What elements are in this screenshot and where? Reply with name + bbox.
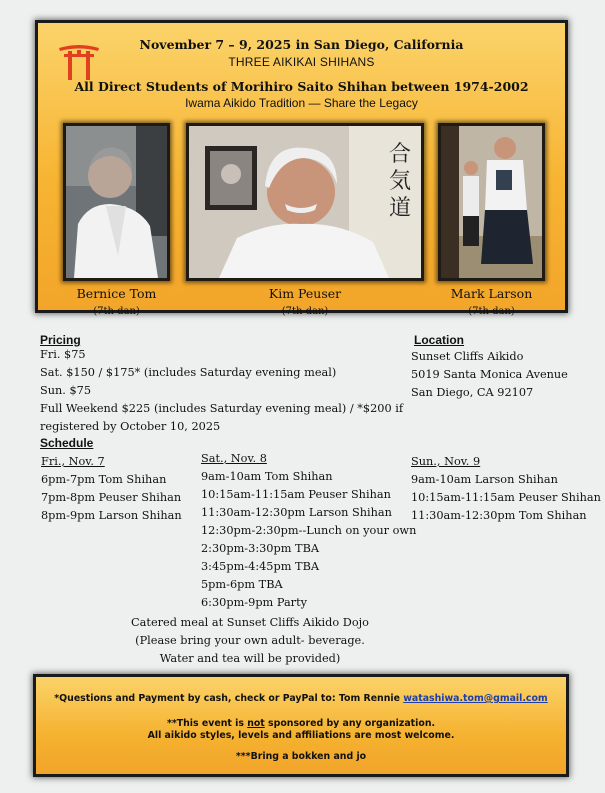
schedule-friday — [41, 453, 182, 525]
pricing-list — [40, 346, 403, 436]
instructor-photo-bernice-tom — [63, 123, 170, 281]
svg-text:気: 気 — [389, 169, 412, 194]
instructor-rank: (7th dan) — [468, 306, 515, 317]
schedule-item: 9am-10am Tom Shihan — [201, 470, 333, 483]
sponsor-text: **This event is — [166, 718, 248, 729]
day-heading-saturday: Sat., Nov. 8 — [201, 452, 267, 465]
schedule-item: 5pm-6pm TBA — [201, 578, 283, 591]
bring-equipment-line: ***Bring a bokken and jo — [235, 751, 367, 762]
tradition-tagline: Iwama Aikido Tradition — Share the Legacy — [185, 96, 418, 110]
party-notes — [100, 614, 400, 668]
schedule-item: 6:30pm-9pm Party — [201, 596, 308, 609]
schedule-item: 2:30pm-3:30pm TBA — [201, 542, 320, 555]
address-line: San Diego, CA 92107 — [411, 386, 534, 399]
price-line: Sat. $150 / $175* (includes Saturday evening meal) — [40, 366, 337, 379]
location-address — [411, 348, 568, 402]
price-line: registered by October 10, 2025 — [40, 420, 221, 433]
price-line: Sun. $75 — [40, 384, 92, 397]
price-line: Fri. $75 — [40, 348, 86, 361]
party-note-line: (Please bring your own adult- beverage. — [135, 634, 365, 647]
schedule-item: 9am-10am Larson Shihan — [411, 473, 558, 486]
instructor-rank: (7th dan) — [93, 306, 140, 317]
schedule-item: 12:30pm-2:30pm--Lunch on your own — [201, 524, 417, 537]
students-title: All Direct Students of Morihiro Saito Shihan between 1974-2002 — [74, 79, 529, 94]
location-heading: Location — [414, 333, 464, 347]
instructor-name: Bernice Tom — [76, 286, 157, 301]
day-heading-friday: Fri., Nov. 7 — [41, 455, 105, 468]
schedule-heading: Schedule — [40, 436, 94, 450]
price-line: Full Weekend $225 (includes Saturday evening meal) / *$200 if — [40, 402, 404, 415]
event-footer-banner — [36, 677, 566, 774]
schedule-item: 10:15am-11:15am Peuser Shihan — [411, 491, 601, 504]
payment-info-text: *Questions and Payment by cash, check or PayPal to: Tom Rennie — [54, 693, 404, 704]
payment-info-line — [36, 693, 566, 704]
schedule-item: 6pm-7pm Tom Shihan — [41, 473, 167, 486]
instructor-photo-mark-larson — [438, 123, 545, 281]
event-header-banner — [38, 23, 565, 317]
schedule-item: 10:15am-11:15am Peuser Shihan — [201, 488, 391, 501]
welcome-line: All aikido styles, levels and affiliations are most welcome. — [147, 730, 455, 741]
instructor-photo-kim-peuser — [186, 123, 424, 281]
schedule-item: 8pm-9pm Larson Shihan — [41, 509, 182, 522]
address-line: Sunset Cliffs Aikido — [411, 350, 524, 363]
sponsor-not-emphasis: not — [247, 718, 265, 729]
sponsor-line — [36, 718, 566, 729]
day-heading-sunday: Sun., Nov. 9 — [411, 455, 481, 468]
instructor-name: Mark Larson — [450, 286, 533, 301]
schedule-item: 7pm-8pm Peuser Shihan — [41, 491, 182, 504]
address-line: 5019 Santa Monica Avenue — [411, 368, 568, 381]
schedule-item: 11:30am-12:30pm Tom Shihan — [411, 509, 587, 522]
schedule-item: 3:45pm-4:45pm TBA — [201, 560, 320, 573]
party-note-line: Catered meal at Sunset Cliffs Aikido Dojo — [131, 616, 369, 629]
svg-text:合: 合 — [389, 142, 412, 167]
sponsor-text: sponsored by any organization. — [264, 718, 436, 729]
party-note-line: Water and tea will be provided) — [159, 652, 341, 665]
event-date-line: November 7 – 9, 2025 in San Diego, California — [139, 37, 464, 52]
schedule-item: 11:30am-12:30pm Larson Shihan — [201, 506, 392, 519]
schedule-sunday — [411, 453, 601, 525]
instructor-rank: (7th dan) — [281, 306, 329, 317]
svg-text:道: 道 — [389, 196, 412, 221]
instructor-name: Kim Peuser — [268, 286, 342, 301]
schedule-saturday — [201, 450, 416, 612]
email-link[interactable]: watashiwa.tom@gmail.com — [403, 693, 548, 704]
pricing-heading: Pricing — [40, 333, 81, 347]
shihans-subtitle: THREE AIKIKAI SHIHANS — [228, 55, 375, 69]
